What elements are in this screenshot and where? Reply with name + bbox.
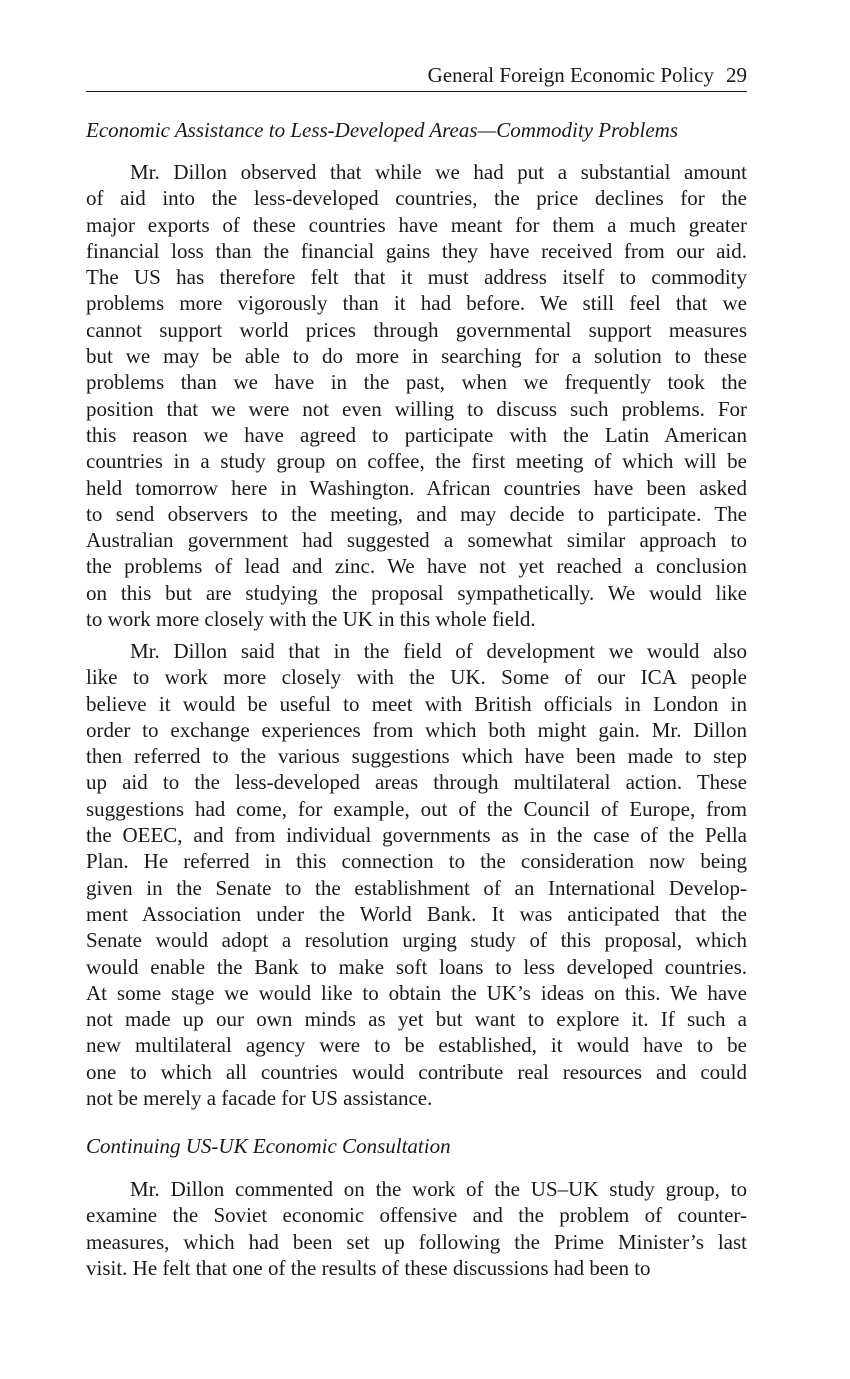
text-line: the OEEC, and from individual governments as in the case of the Pella bbox=[86, 823, 747, 848]
text-line: the problems of lead and zinc. We have not yet reached a conclusion bbox=[86, 554, 747, 579]
running-title: General Foreign Economic Policy bbox=[427, 63, 714, 87]
text-line: Mr. Dillon commented on the work of the US–UK study group, to bbox=[130, 1177, 747, 1201]
text-line: up aid to the less-developed areas through multilateral action. These bbox=[86, 770, 747, 795]
text-line: not made up our own minds as yet but want to explore it. If such a bbox=[86, 1007, 747, 1032]
text-line: ment Association under the World Bank. It was anticipated that the bbox=[86, 901, 747, 926]
text-line: cannot support world prices through governmental support measures bbox=[86, 317, 747, 342]
text-line: Plan. He referred in this connection to the consideration now being bbox=[86, 849, 747, 874]
running-head bbox=[86, 61, 747, 92]
text-line: problems than we have in the past, when we frequently took the bbox=[86, 370, 747, 395]
text-line: not be merely a facade for US assistance. bbox=[86, 1086, 433, 1111]
text-line: major exports of these countries have meant for them a much greater bbox=[86, 212, 747, 237]
text-line: held tomorrow here in Washington. African countries have been asked bbox=[86, 475, 747, 500]
text-line: on this but are studying the proposal sympathetically. We would like bbox=[86, 580, 747, 605]
text-line: visit. He felt that one of the results of these discussions had been to bbox=[86, 1255, 651, 1280]
text-line: given in the Senate to the establishment of an International Develop- bbox=[86, 875, 747, 900]
text-line: but we may be able to do more in searching for a solution to these bbox=[86, 344, 747, 369]
section-heading-commodity-problems: Economic Assistance to Less-Developed Areas—Commodity Problems bbox=[86, 118, 678, 142]
text-line: of aid into the less-developed countries, the price declines for the bbox=[86, 186, 747, 211]
text-line: Mr. Dillon observed that while we had put a substantial amount bbox=[130, 160, 747, 184]
text-line: problems more vigorously than it had before. We still feel that we bbox=[86, 291, 747, 316]
paragraph bbox=[86, 159, 747, 632]
text-line: to work more closely with the UK in this whole field. bbox=[86, 607, 536, 632]
text-line: countries in a study group on coffee, the first meeting of which will be bbox=[86, 449, 747, 474]
text-line: to send observers to the meeting, and may decide to participate. The bbox=[86, 501, 747, 526]
text-line: At some stage we would like to obtain the UK’s ideas on this. We have bbox=[86, 980, 747, 1005]
text-line: this reason we have agreed to participate with the Latin American bbox=[86, 422, 747, 447]
text-line: Senate would adopt a resolution urging study of this proposal, which bbox=[86, 928, 747, 953]
text-line: measures, which had been set up following the Prime Minister’s last bbox=[86, 1229, 747, 1254]
text-line: The US has therefore felt that it must address itself to commodity bbox=[86, 265, 747, 290]
text-line: believe it would be useful to meet with British officials in London in bbox=[86, 691, 747, 716]
text-line: new multilateral agency were to be established, it would have to be bbox=[86, 1033, 747, 1058]
paragraph bbox=[86, 638, 747, 1111]
text-line: then referred to the various suggestions which have been made to step bbox=[86, 744, 747, 769]
page-number: 29 bbox=[726, 63, 747, 87]
text-line: Australian government had suggested a somewhat similar approach to bbox=[86, 528, 747, 553]
text-line: Mr. Dillon said that in the field of development we would also bbox=[130, 639, 747, 663]
text-line: suggestions had come, for example, out of the Council of Europe, from bbox=[86, 796, 747, 821]
text-line: examine the Soviet economic offensive and the problem of counter- bbox=[86, 1203, 747, 1228]
section-heading-us-uk-consultation: Continuing US-UK Economic Consultation bbox=[86, 1134, 451, 1158]
text-line: financial loss than the financial gains they have received from our aid. bbox=[86, 238, 747, 263]
text-line: position that we were not even willing to discuss such problems. For bbox=[86, 396, 747, 421]
text-line: like to work more closely with the UK. Some of our ICA people bbox=[86, 665, 747, 690]
text-line: would enable the Bank to make soft loans to less developed countries. bbox=[86, 954, 747, 979]
text-line: one to which all countries would contribute real resources and could bbox=[86, 1059, 747, 1084]
text-line: order to exchange experiences from which both might gain. Mr. Dillon bbox=[86, 717, 747, 742]
paragraph bbox=[86, 1176, 747, 1281]
